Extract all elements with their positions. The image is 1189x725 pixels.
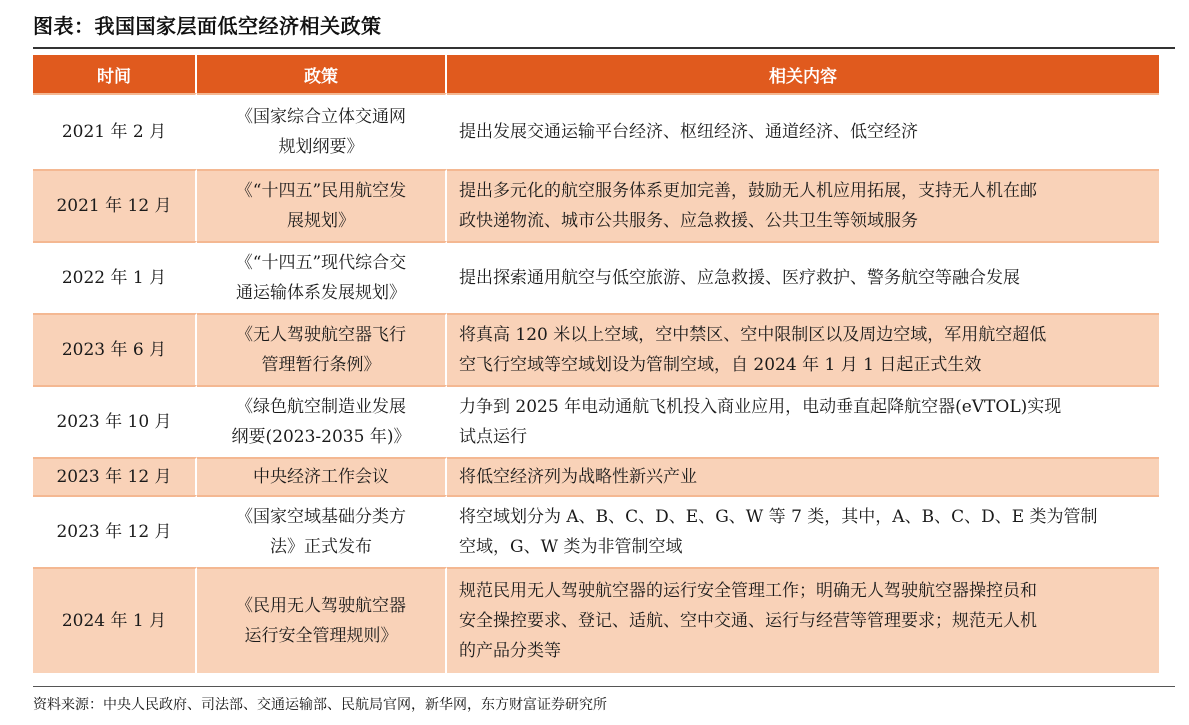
policy-line: 运行安全管理规则》 (244, 626, 398, 646)
table-body (33, 93, 1159, 673)
cell-policy (197, 385, 447, 457)
cell-content (447, 313, 1159, 385)
content-line: 将低空经济列为战略性新兴产业 (459, 467, 697, 487)
title-divider (33, 47, 1175, 49)
content-line: 提出发展交通运输平台经济、枢纽经济、通道经济、低空经济 (459, 122, 918, 142)
policy-line: 《“十四五”现代综合交 (235, 253, 407, 273)
table-row (33, 385, 1159, 457)
table-row (33, 241, 1159, 313)
policy-line: 《“十四五”民用航空发 (235, 181, 407, 201)
cell-policy (197, 567, 447, 673)
table-row (33, 169, 1159, 241)
table-row (33, 313, 1159, 385)
policy-line: 《绿色航空制造业发展 (236, 397, 406, 417)
table-row (33, 495, 1159, 567)
cell-date: 2024 年 1 月 (33, 567, 197, 673)
header-content: 相关内容 (447, 55, 1159, 93)
policy-line: 《民用无人驾驶航空器 (236, 596, 406, 616)
cell-date: 2021 年 12 月 (33, 169, 197, 241)
header-policy: 政策 (197, 55, 447, 93)
cell-content (447, 385, 1159, 457)
source-note: 资料来源：中央人民政府、司法部、交通运输部、民航局官网，新华网，东方财富证券研究所 (33, 697, 607, 713)
content-line: 将真高 120 米以上空域，空中禁区、空中限制区以及周边空域，军用航空超低 (459, 325, 1047, 345)
policy-line: 纲要(2023-2035 年)》 (231, 427, 411, 447)
cell-policy (197, 313, 447, 385)
cell-content (447, 457, 1159, 495)
cell-policy (197, 457, 447, 495)
header-time: 时间 (33, 55, 197, 93)
policy-line: 中央经济工作会议 (253, 467, 389, 487)
cell-policy (197, 169, 447, 241)
cell-policy (197, 495, 447, 567)
content-line: 空飞行空域等空域划设为管制空域，自 2024 年 1 月 1 日起正式生效 (459, 355, 982, 375)
cell-date: 2023 年 12 月 (33, 457, 197, 495)
policy-line: 法》正式发布 (270, 537, 372, 557)
content-line: 将空域划分为 A、B、C、D、E、G、W 等 7 类，其中，A、B、C、D、E 类为管制 (459, 507, 1098, 527)
table-header-row (33, 55, 1159, 93)
cell-date: 2021 年 2 月 (33, 93, 197, 169)
content-line: 提出探索通用航空与低空旅游、应急救援、医疗救护、警务航空等融合发展 (459, 268, 1020, 288)
content-line: 力争到 2025 年电动通航飞机投入商业应用，电动垂直起降航空器(eVTOL)实现 (459, 397, 1062, 417)
content-line: 规范民用无人驾驶航空器的运行安全管理工作；明确无人驾驶航空器操控员和 (459, 581, 1037, 601)
cell-content (447, 567, 1159, 673)
source-divider (33, 686, 1175, 687)
content-line: 的产品分类等 (459, 641, 561, 661)
policy-line: 《国家综合立体交通网 (236, 107, 406, 127)
table-row (33, 567, 1159, 673)
content-line: 提出多元化的航空服务体系更加完善，鼓励无人机应用拓展，支持无人机在邮 (459, 181, 1037, 201)
content-line: 安全操控要求、登记、适航、空中交通、运行与经营等管理要求；规范无人机 (459, 611, 1037, 631)
cell-content (447, 495, 1159, 567)
content-line: 试点运行 (459, 427, 527, 447)
policy-line: 管理暂行条例》 (261, 355, 381, 375)
cell-policy (197, 93, 447, 169)
cell-date: 2023 年 12 月 (33, 495, 197, 567)
content-line: 空域，G、W 类为非管制空域 (459, 537, 683, 557)
cell-content (447, 93, 1159, 169)
policy-line: 展规划》 (287, 211, 355, 231)
figure-title: 图表：我国国家层面低空经济相关政策 (33, 14, 382, 38)
cell-date: 2022 年 1 月 (33, 241, 197, 313)
policy-line: 通运输体系发展规划》 (236, 283, 406, 303)
content-line: 政快递物流、城市公共服务、应急救援、公共卫生等领域服务 (459, 211, 918, 231)
policy-line: 规划纲要》 (278, 137, 364, 157)
table-row (33, 93, 1159, 169)
policy-table (33, 55, 1159, 673)
cell-date: 2023 年 10 月 (33, 385, 197, 457)
policy-line: 《国家空域基础分类方 (236, 507, 406, 527)
policy-line: 《无人驾驶航空器飞行 (236, 325, 406, 345)
cell-content (447, 169, 1159, 241)
table-row (33, 457, 1159, 495)
cell-policy (197, 241, 447, 313)
cell-content (447, 241, 1159, 313)
cell-date: 2023 年 6 月 (33, 313, 197, 385)
